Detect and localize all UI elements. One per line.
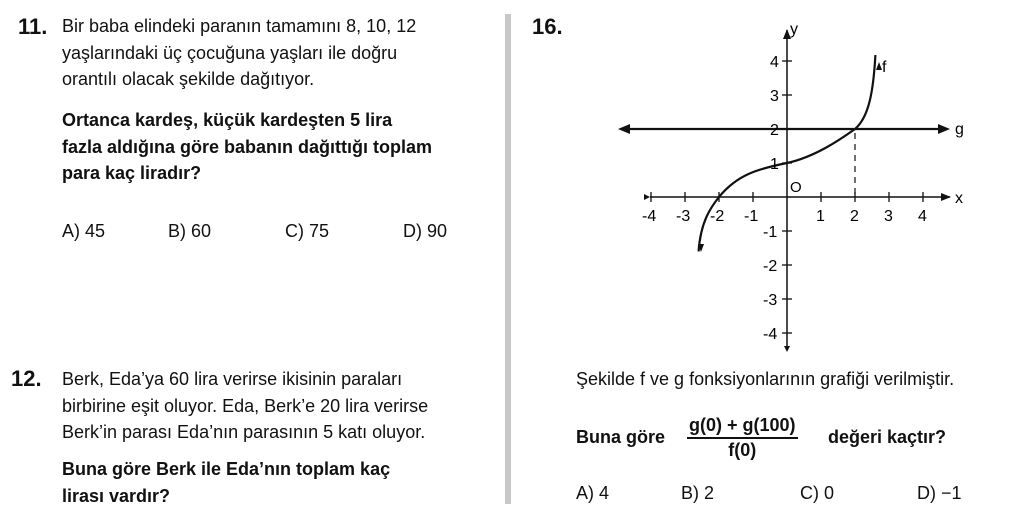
question-16-prompt-suffix: değeri kaçtır? — [828, 427, 947, 447]
question-11-stem-line: yaşlarındaki üç çocuğuna yaşları ile doğru — [62, 42, 398, 63]
question-11-stem-line: orantılı olacak şekilde dağıtıyor. — [62, 69, 315, 89]
question-16-choice-a[interactable]: A) 4 — [576, 483, 610, 503]
question-11-choice-a[interactable]: A) 45 — [62, 221, 106, 241]
g-left-arrow-icon — [618, 124, 630, 134]
x-tick-label: -3 — [676, 208, 691, 225]
x-tick-label: -1 — [744, 208, 759, 225]
question-16-prompt-prefix: Buna göre — [576, 427, 666, 447]
x-tick-label: -4 — [642, 208, 657, 225]
question-16-number: 16. — [532, 14, 563, 39]
question-11-choice-d[interactable]: D) 90 — [403, 221, 448, 241]
fraction-denominator: f(0) — [728, 440, 757, 460]
y-tick-label: -1 — [763, 224, 778, 241]
question-16-choice-c[interactable]: C) 0 — [800, 483, 835, 503]
column-divider — [505, 14, 511, 504]
question-12-stem-line: birbirine eşit oluyor. Eda, Berk’e 20 lira verirse — [62, 395, 429, 416]
question-11-stem-line: Bir baba elindeki paranın tamamını 8, 10, 12 — [62, 16, 417, 36]
question-11-prompt — [62, 107, 432, 187]
question-12-prompt-line: Buna göre Berk ile Eda’nın toplam kaç — [62, 459, 391, 479]
function-graph — [600, 14, 990, 360]
y-tick-label: 2 — [770, 122, 779, 139]
question-11-prompt-line: para kaç liradır? — [62, 163, 202, 183]
x-tick-label: 1 — [816, 208, 825, 225]
question-12-number: 12. — [11, 366, 42, 391]
question-16-stem: Şekilde f ve g fonksiyonlarının grafiği verilmiştir. — [576, 369, 955, 389]
x-tick-label: 4 — [918, 208, 927, 225]
y-tick-label: 4 — [770, 54, 779, 71]
fraction-numerator: g(0) + g(100) — [687, 413, 798, 439]
question-12-prompt — [62, 456, 390, 509]
question-11-choice-b[interactable]: B) 60 — [168, 221, 212, 241]
x-tick-label: -2 — [710, 208, 725, 225]
x-tick-label: 2 — [850, 208, 859, 225]
question-16-fraction — [687, 413, 798, 461]
y-tick-label: -2 — [763, 258, 778, 275]
y-tick-label: -3 — [763, 292, 778, 309]
y-axis-down-arrow-icon — [784, 346, 790, 352]
x-axis-label: x — [955, 190, 963, 207]
question-12-prompt-line: lirası vardır? — [62, 485, 171, 506]
x-tick-label: 3 — [884, 208, 893, 225]
question-12-stem-line: Berk’in parası Eda’nın parasının 5 katı oluyor. — [62, 422, 426, 442]
question-11-prompt-line: fazla aldığına göre babanın dağıttığı toplam — [62, 136, 433, 157]
y-tick-label: -4 — [763, 326, 778, 343]
f-label: f — [882, 59, 887, 76]
x-axis-left-arrow-icon — [644, 194, 650, 200]
question-11-stem — [62, 13, 416, 93]
question-11-prompt-line: Ortanca kardeş, küçük kardeşten 5 lira — [62, 110, 393, 130]
question-12-stem — [62, 366, 428, 446]
question-12-stem-line: Berk, Eda’ya 60 lira verirse ikisinin paraları — [62, 369, 403, 389]
g-label: g — [955, 121, 964, 138]
y-axis-label: y — [790, 21, 798, 38]
question-11-choice-c[interactable]: C) 75 — [285, 221, 330, 241]
y-tick-label: 1 — [770, 156, 779, 173]
origin-label: O — [790, 179, 802, 196]
y-tick-label: 3 — [770, 88, 779, 105]
question-16-choice-b[interactable]: B) 2 — [681, 483, 715, 503]
question-11-number: 11. — [18, 14, 48, 39]
question-16-choice-d[interactable]: D) −1 — [917, 483, 962, 503]
g-right-arrow-icon — [938, 124, 950, 134]
